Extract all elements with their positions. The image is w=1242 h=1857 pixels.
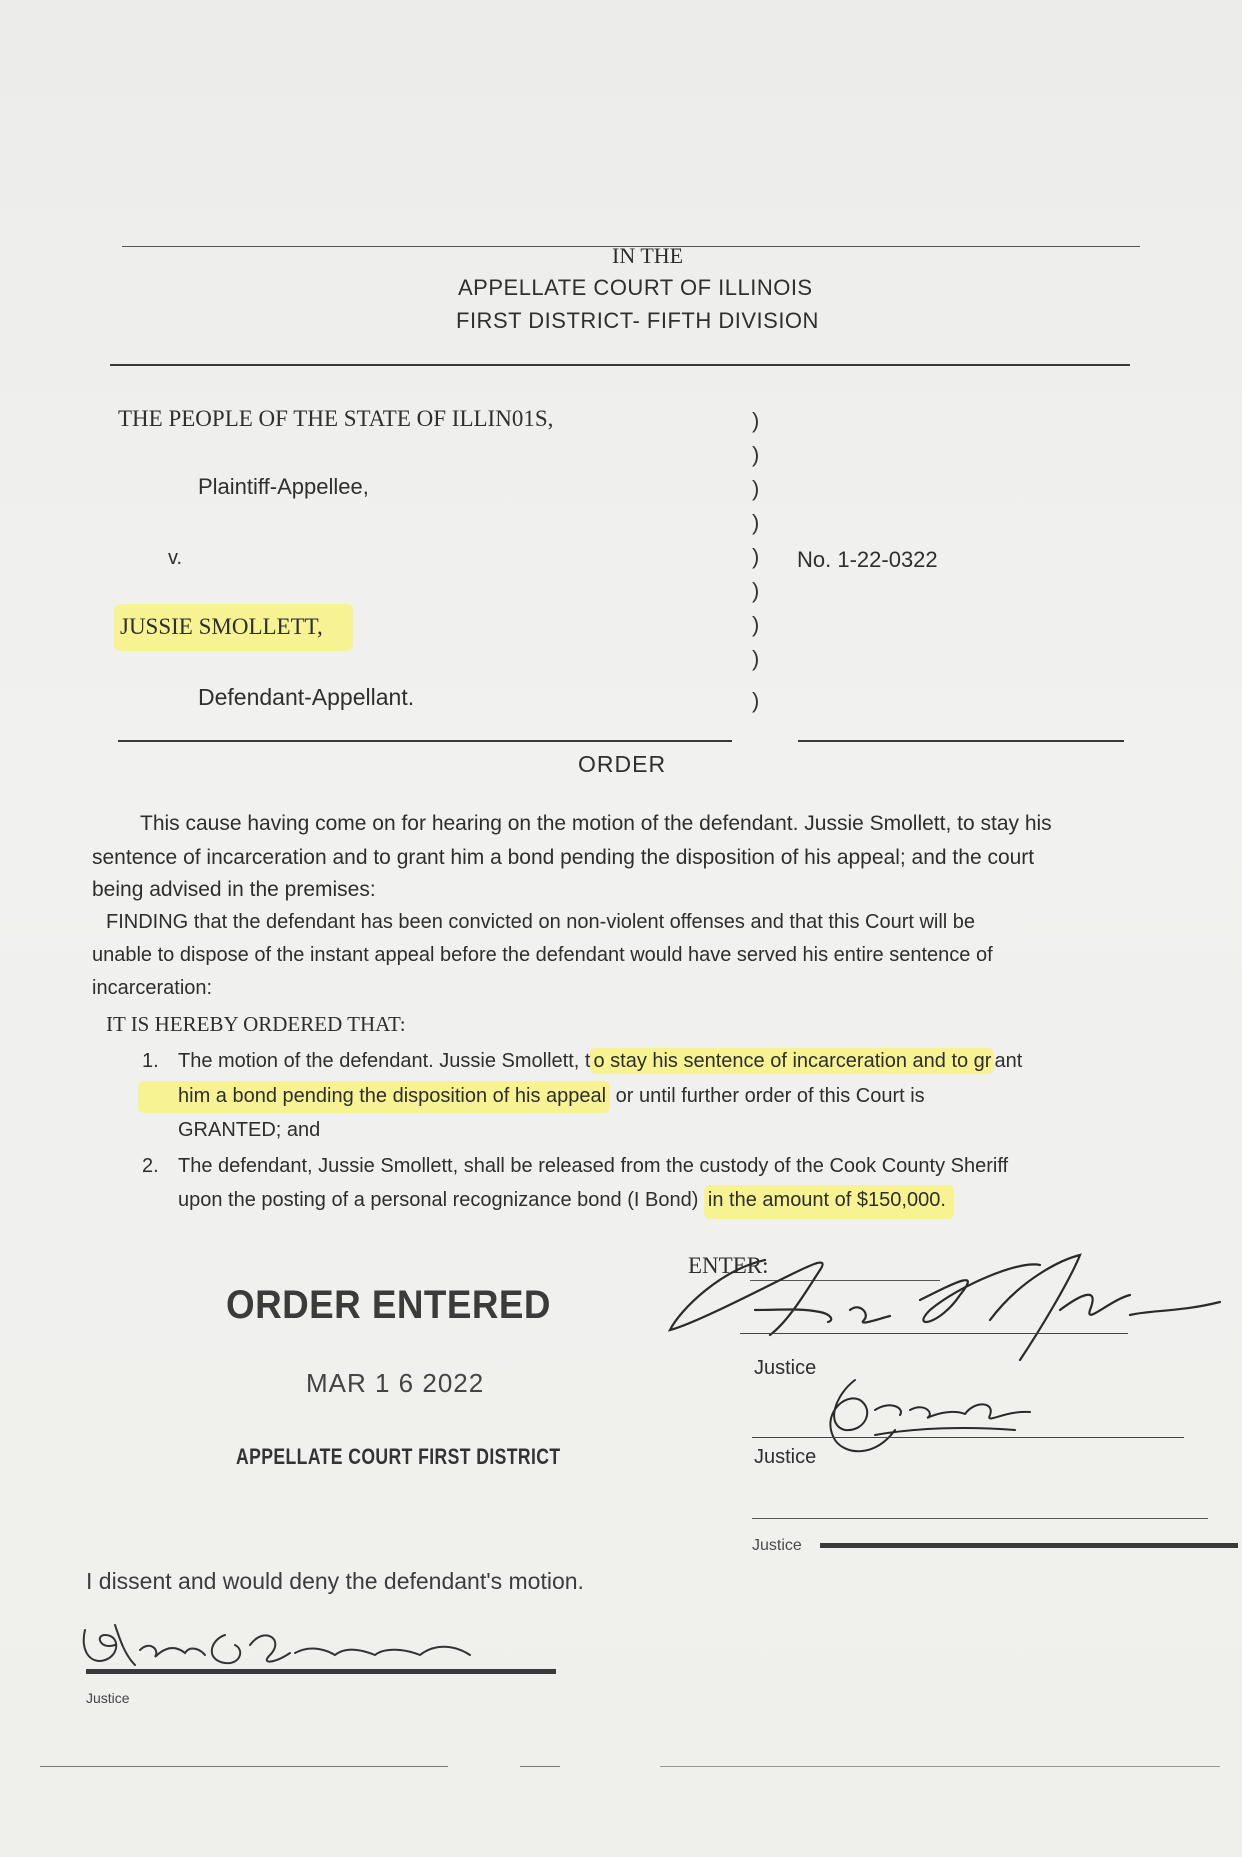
justice-line-2 [752, 1437, 1184, 1438]
bracket: ) [752, 578, 760, 603]
finding-line-2: unable to dispose of the instant appeal before the defendant would have served his entire sentence of [92, 944, 993, 966]
caption-district: FIRST DISTRICT- FIFTH DIVISION [456, 308, 819, 333]
item-1-line-1-end: ant [994, 1050, 1023, 1072]
item-2-line-1: The defendant, Jussie Smollett, shall be released from the custody of the Cook County Sheriff [178, 1155, 1009, 1177]
justice-signature-1 [660, 1240, 1230, 1370]
stamp-date: MAR 1 6 2022 [306, 1368, 485, 1398]
bottom-rule-left [40, 1766, 448, 1767]
item-2-number: 2. [142, 1155, 159, 1177]
dissent-signature-line [86, 1669, 556, 1674]
caption-line-1: IN THE [612, 243, 684, 268]
justice-line-1 [740, 1333, 1128, 1334]
defendant-name [114, 613, 353, 641]
bracket: ) [752, 442, 760, 467]
intro-line-2: sentence of incarceration and to grant him a bond pending the disposition of his appeal; and the court [92, 846, 1035, 869]
defendant-name-highlight: JUSSIE SMOLLETT, [114, 604, 353, 651]
ordered-heading: IT IS HEREBY ORDERED THAT: [106, 1012, 406, 1036]
plaintiff-name: THE PEOPLE OF THE STATE OF ILLIN01S, [118, 406, 554, 431]
plaintiff-role: Plaintiff-Appellee, [198, 474, 369, 499]
versus: v. [168, 547, 183, 569]
justice-label-2: Justice [754, 1446, 817, 1468]
caption-bottom-rule [110, 364, 1130, 366]
parties-rule-left [118, 740, 732, 742]
justice-line-3 [752, 1518, 1208, 1519]
parties-rule-right [798, 740, 1124, 742]
intro-line-1: This cause having come on for hearing on the motion of the defendant. Jussie Smollett, to stay his [140, 812, 1052, 835]
order-heading: ORDER [578, 751, 667, 777]
justice-signature-2 [815, 1370, 1045, 1460]
bottom-rule-right [660, 1766, 1220, 1767]
bottom-rule-mid [520, 1766, 560, 1767]
stamp-court: APPELLATE COURT FIRST DISTRICT [236, 1444, 561, 1469]
item-1-highlight-b: him a bond pending the disposition of his appeal [138, 1081, 610, 1113]
item-1-line-3: GRANTED; and [178, 1119, 321, 1141]
justice-label-1: Justice [754, 1357, 817, 1379]
dissent-statement: I dissent and would deny the defendant's motion. [86, 1568, 584, 1594]
defendant-role: Defendant-Appellant. [198, 684, 415, 710]
item-1-line-2-text: or until further order of this Court is [610, 1085, 925, 1107]
item-1-line-1-text: The motion of the defendant. Jussie Smollett, t [178, 1050, 591, 1072]
finding-line-3: incarceration: [92, 977, 213, 999]
intro-line-3: being advised in the premises: [92, 878, 376, 901]
item-2-line-2-text: upon the posting of a personal recognizance bond (I Bond) [178, 1189, 704, 1211]
item-1-highlight-a: o stay his sentence of incarceration and to gr [590, 1048, 994, 1074]
justice-label-3: Justice [752, 1537, 802, 1554]
bracket: ) [752, 612, 760, 637]
bracket: ) [752, 408, 760, 433]
item-2-line-2 [178, 1186, 954, 1214]
item-1-line-1 [178, 1047, 1022, 1075]
justice-line-3-strike [820, 1543, 1238, 1548]
finding-line-1: FINDING that the defendant has been convicted on non-violent offenses and that this Court will be [106, 911, 976, 933]
item-1-line-2 [176, 1082, 925, 1110]
item-1-number: 1. [142, 1050, 159, 1072]
caption-court-name: APPELLATE COURT OF ILLINOIS [458, 275, 813, 300]
case-number: No. 1-22-0322 [797, 547, 938, 572]
enter-label: ENTER: [688, 1253, 769, 1278]
item-2-highlight: in the amount of $150,000. [704, 1185, 954, 1219]
bracket: ) [752, 646, 760, 671]
bracket: ) [752, 544, 760, 569]
bracket: ) [752, 510, 760, 535]
bracket: ) [752, 476, 760, 501]
dissent-justice-label: Justice [86, 1690, 130, 1706]
stamp-order-entered: ORDER ENTERED [226, 1283, 551, 1327]
bracket: ) [752, 688, 760, 713]
